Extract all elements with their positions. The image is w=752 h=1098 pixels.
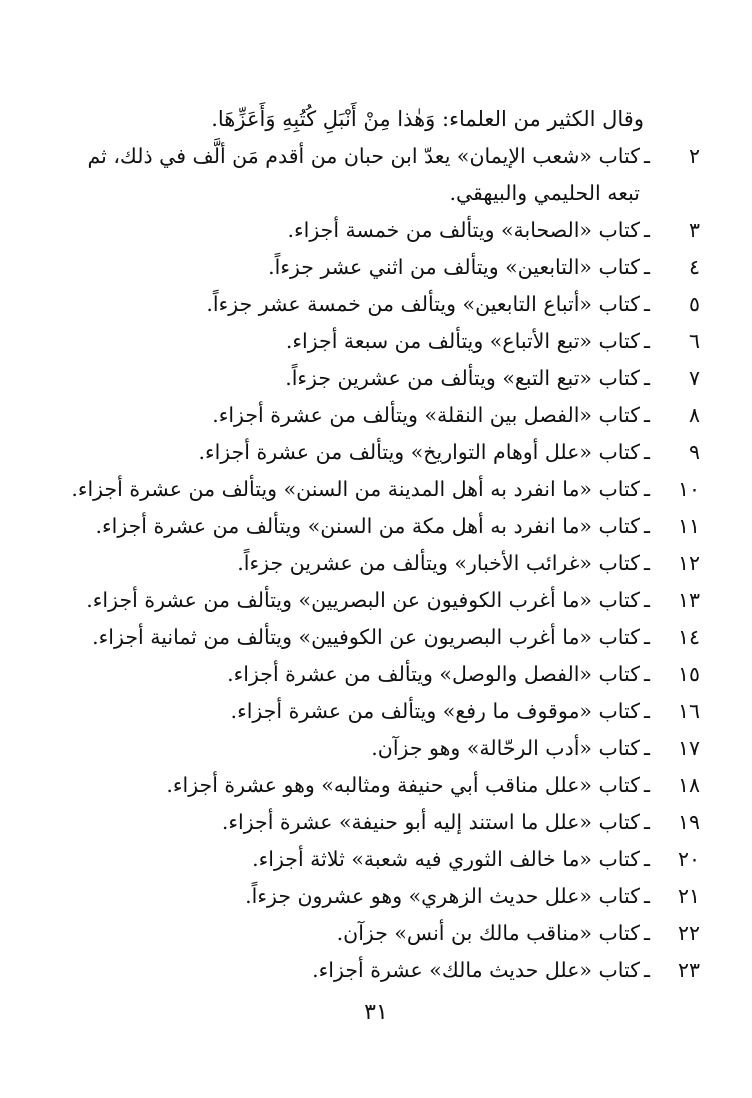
item-dash: ـ	[643, 773, 650, 797]
item-number: ٢٢	[677, 921, 700, 945]
item-text: كتاب «مناقب مالك بن أنس» جزآن.	[336, 921, 640, 945]
item-text: كتاب «علل حديث الزهري» وهو عشرون جزءاً.	[245, 884, 640, 908]
list-item	[60, 508, 700, 545]
item-text: كتاب «علل ما استند إليه أبو حنيفة» عشرة أجزاء.	[221, 810, 640, 834]
item-number: ٢٠	[677, 847, 700, 871]
item-dash: ـ	[643, 588, 650, 612]
item-text: كتاب «أتباع التابعين» ويتألف من خمسة عشر جزءاً.	[206, 292, 640, 316]
item-number: ٥	[688, 292, 700, 316]
item-text: كتاب «الصحابة» ويتألف من خمسة أجزاء.	[287, 218, 640, 242]
list-item	[60, 545, 700, 582]
item-number: ٩	[688, 440, 700, 464]
page-number: ٣١	[364, 1000, 388, 1025]
list-item	[60, 915, 700, 952]
list-item	[60, 841, 700, 878]
item-text: كتاب «ما أغرب الكوفيون عن البصريين» ويتألف من عشرة أجزاء.	[86, 588, 640, 612]
item-text: كتاب «موقوف ما رفع» ويتألف من عشرة أجزاء.	[230, 699, 640, 723]
list-item	[60, 693, 700, 730]
item-text: كتاب «الفصل بين النقلة» ويتألف من عشرة أجزاء.	[212, 403, 640, 427]
list-item	[60, 323, 700, 360]
item-dash: ـ	[643, 810, 650, 834]
item-number: ١٢	[677, 551, 700, 575]
item-number: ٢	[688, 144, 700, 168]
list-item	[60, 767, 700, 804]
item-number: ٢١	[677, 884, 700, 908]
list-item	[60, 397, 700, 434]
item-number: ٧	[688, 366, 700, 390]
item-dash: ـ	[643, 847, 650, 871]
item-text: كتاب «ما انفرد به أهل المدينة من السنن» ويتألف من عشرة أجزاء.	[71, 477, 640, 501]
item-number: ٦	[688, 329, 700, 353]
item-dash: ـ	[643, 255, 650, 279]
item-number: ٣	[688, 218, 700, 242]
item-dash: ـ	[643, 329, 650, 353]
item-number: ١١	[677, 514, 700, 538]
item-number: ١٠	[677, 477, 700, 501]
list-item	[60, 582, 700, 619]
item-text: كتاب «شعب الإيمان» يعدّ ابن حبان من أقدم مَن ألَّف في ذلك، ثم تبعه الحليمي والبيهقي.	[87, 144, 640, 205]
item-number: ١٩	[677, 810, 700, 834]
item-text: كتاب «تبع الأتباع» ويتألف من سبعة أجزاء.	[285, 329, 640, 353]
list-item	[60, 212, 700, 249]
item-dash: ـ	[643, 662, 650, 686]
item-number: ١٤	[677, 625, 700, 649]
item-dash: ـ	[643, 440, 650, 464]
item-dash: ـ	[643, 551, 650, 575]
item-text: كتاب «علل مناقب أبي حنيفة ومثالبه» وهو عشرة أجزاء.	[166, 773, 640, 797]
item-number: ١٦	[677, 699, 700, 723]
item-text: كتاب «التابعين» ويتألف من اثني عشر جزءاً.	[268, 255, 640, 279]
item-number: ٤	[688, 255, 700, 279]
item-text: كتاب «علل حديث مالك» عشرة أجزاء.	[312, 958, 640, 982]
book-list	[60, 138, 700, 989]
item-dash: ـ	[643, 218, 650, 242]
item-dash: ـ	[643, 292, 650, 316]
item-text: كتاب «غرائب الأخبار» ويتألف من عشرين جزءاً.	[237, 551, 640, 575]
item-number: ٨	[688, 403, 700, 427]
item-dash: ـ	[643, 958, 650, 982]
item-dash: ـ	[643, 884, 650, 908]
item-dash: ـ	[643, 144, 650, 168]
item-text: كتاب «علل أوهام التواريخ» ويتألف من عشرة أجزاء.	[198, 440, 640, 464]
list-item	[60, 286, 700, 323]
item-text: كتاب «تبع التبع» ويتألف من عشرين جزءاً.	[285, 366, 640, 390]
item-dash: ـ	[643, 699, 650, 723]
item-text: كتاب «ما خالف الثوري فيه شعبة» ثلاثة أجزاء.	[252, 847, 640, 871]
item-dash: ـ	[643, 921, 650, 945]
item-number: ٢٣	[677, 958, 700, 982]
list-item	[60, 619, 700, 656]
list-item	[60, 471, 700, 508]
item-number: ١٥	[677, 662, 700, 686]
item-text: كتاب «ما انفرد به أهل مكة من السنن» ويتألف من عشرة أجزاء.	[95, 514, 640, 538]
list-item	[60, 249, 700, 286]
item-number: ١٨	[677, 773, 700, 797]
intro-line: وقال الكثير من العلماء: وَهٰذا مِنْ أَنْبَلِ كُتُبِهِ وَأَعَزِّهَا.	[211, 107, 644, 131]
list-item	[60, 878, 700, 915]
item-number: ١٣	[677, 588, 700, 612]
list-item	[60, 434, 700, 471]
list-item	[60, 656, 700, 693]
item-dash: ـ	[643, 625, 650, 649]
item-text: كتاب «ما أغرب البصريون عن الكوفيين» ويتألف من ثمانية أجزاء.	[92, 625, 640, 649]
list-item	[60, 138, 700, 212]
item-dash: ـ	[643, 403, 650, 427]
page-body	[60, 100, 700, 989]
list-item	[60, 360, 700, 397]
item-dash: ـ	[643, 736, 650, 760]
item-dash: ـ	[643, 366, 650, 390]
item-text: كتاب «الفصل والوصل» ويتألف من عشرة أجزاء.	[227, 662, 640, 686]
item-dash: ـ	[643, 477, 650, 501]
item-text: كتاب «أدب الرحّالة» وهو جزآن.	[371, 736, 640, 760]
list-item	[60, 952, 700, 989]
list-item	[60, 730, 700, 767]
item-dash: ـ	[643, 514, 650, 538]
list-item	[60, 804, 700, 841]
item-number: ١٧	[677, 736, 700, 760]
